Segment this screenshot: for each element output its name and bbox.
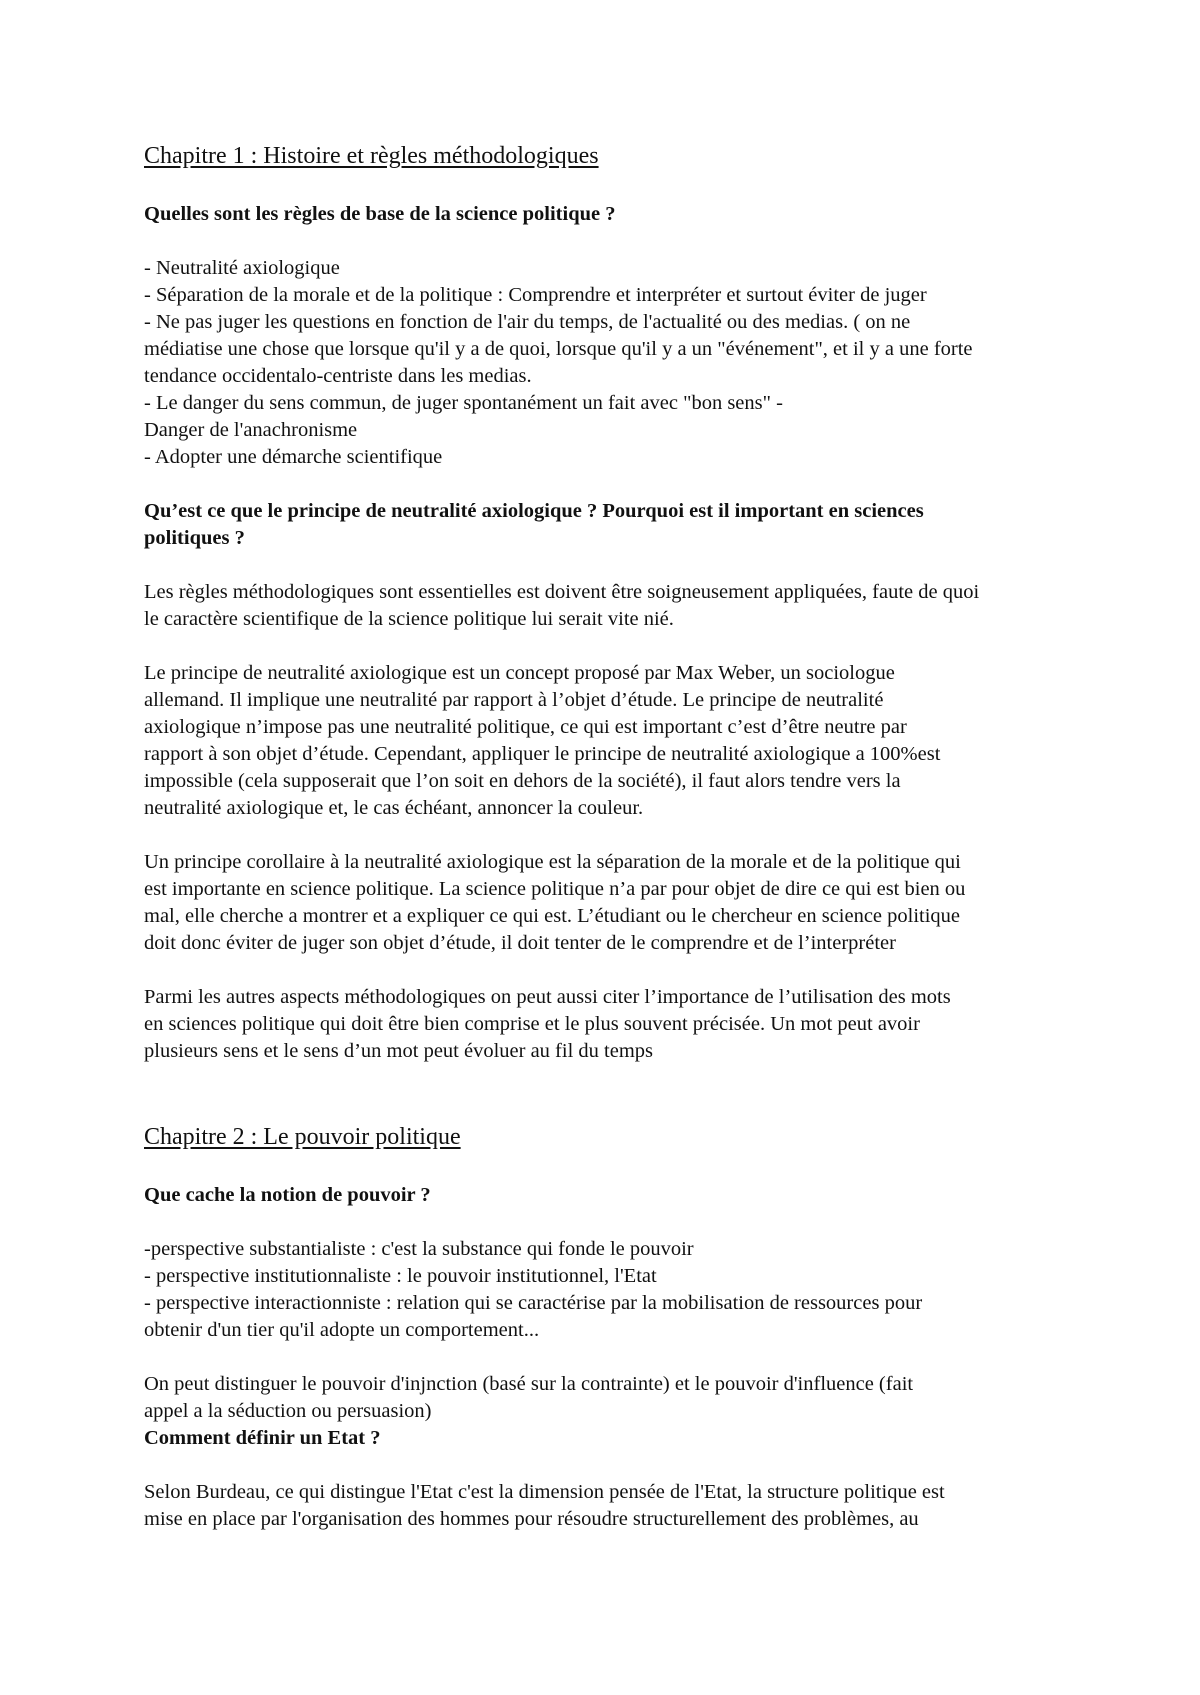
chapter-2-perspectives-list bbox=[144, 1236, 1104, 1344]
chapter-2-question-power: Que cache la notion de pouvoir ? bbox=[144, 1184, 431, 1206]
paragraph-line: On peut distinguer le pouvoir d'injnction (basé sur la contrainte) et le pouvoir d'influence (fait bbox=[144, 1373, 914, 1395]
paragraph-line: Les règles méthodologiques sont essentielles est doivent être soigneusement appliquées, faute de quoi bbox=[144, 581, 980, 603]
list-item: - Séparation de la morale et de la politique : Comprendre et interpréter et surtout éviter de juger bbox=[144, 284, 927, 306]
paragraph-line: allemand. Il implique une neutralité par rapport à l’objet d’étude. Le principe de neutralité bbox=[144, 689, 884, 711]
chapter-1-question-rules: Quelles sont les règles de base de la science politique ? bbox=[144, 203, 616, 225]
paragraph-line: appel a la séduction ou persuasion) bbox=[144, 1400, 432, 1422]
chapter-1-paragraph-2 bbox=[144, 660, 1104, 822]
list-item: tendance occidentalo-centriste dans les medias. bbox=[144, 365, 532, 387]
paragraph-line: axiologique n’impose pas une neutralité politique, ce qui est important c’est d’être neutre par bbox=[144, 716, 907, 738]
paragraph-line: rapport à son objet d’étude. Cependant, appliquer le principe de neutralité axiologique a 100%est bbox=[144, 743, 941, 765]
question-line: politiques ? bbox=[144, 527, 245, 549]
paragraph-line: mal, elle cherche a montrer et a expliquer ce qui est. L’étudiant ou le chercheur en science politique bbox=[144, 905, 961, 927]
list-item: Danger de l'anachronisme bbox=[144, 419, 358, 441]
document-content bbox=[144, 139, 1104, 1533]
paragraph-line: le caractère scientifique de la science politique lui serait vite nié. bbox=[144, 608, 674, 630]
paragraph-line: Le principe de neutralité axiologique est un concept proposé par Max Weber, un sociologue bbox=[144, 662, 895, 684]
list-item: - Neutralité axiologique bbox=[144, 257, 340, 279]
list-item: - perspective institutionnaliste : le pouvoir institutionnel, l'Etat bbox=[144, 1265, 657, 1287]
list-item: - perspective interactionniste : relation qui se caractérise par la mobilisation de ressources pour bbox=[144, 1292, 923, 1314]
chapter-2-title: Chapitre 2 : Le pouvoir politique bbox=[144, 1124, 461, 1150]
chapter-1-paragraph-4 bbox=[144, 984, 1104, 1065]
chapter-2-question-state: Comment définir un Etat ? bbox=[144, 1427, 381, 1449]
list-item: médiatise une chose que lorsque qu'il y a de quoi, lorsque qu'il y a un "événement", et il y a une forte bbox=[144, 338, 973, 360]
list-item: -perspective substantialiste : c'est la substance qui fonde le pouvoir bbox=[144, 1238, 694, 1260]
paragraph-line: en sciences politique qui doit être bien comprise et le plus souvent précisée. Un mot peut avoir bbox=[144, 1013, 920, 1035]
chapter-1-paragraph-1 bbox=[144, 579, 1104, 633]
question-line: Qu’est ce que le principe de neutralité axiologique ? Pourquoi est il important en sciences bbox=[144, 500, 924, 522]
paragraph-line: impossible (cela supposerait que l’on soit en dehors de la société), il faut alors tendre vers la bbox=[144, 770, 901, 792]
chapter-2-paragraph-1 bbox=[144, 1371, 1104, 1425]
chapter-1-question-neutrality bbox=[144, 498, 1104, 552]
paragraph-line: mise en place par l'organisation des hommes pour résoudre structurellement des problèmes, au bbox=[144, 1508, 919, 1530]
chapter-1-paragraph-3 bbox=[144, 849, 1104, 957]
chapter-1-title: Chapitre 1 : Histoire et règles méthodologiques bbox=[144, 143, 599, 169]
paragraph-line: Un principe corollaire à la neutralité axiologique est la séparation de la morale et de la politique qui bbox=[144, 851, 961, 873]
chapter-1-rules-list bbox=[144, 255, 1104, 471]
paragraph-line: neutralité axiologique et, le cas échéant, annoncer la couleur. bbox=[144, 797, 644, 819]
list-item: - Ne pas juger les questions en fonction de l'air du temps, de l'actualité ou des medias. ( on ne bbox=[144, 311, 911, 333]
chapter-2-paragraph-2 bbox=[144, 1479, 1104, 1533]
paragraph-line: Selon Burdeau, ce qui distingue l'Etat c'est la dimension pensée de l'Etat, la structure politique est bbox=[144, 1481, 945, 1503]
list-item: - Adopter une démarche scientifique bbox=[144, 446, 443, 468]
list-item: obtenir d'un tier qu'il adopte un comportement... bbox=[144, 1319, 540, 1341]
list-item: - Le danger du sens commun, de juger spontanément un fait avec "bon sens" - bbox=[144, 392, 783, 414]
paragraph-line: doit donc éviter de juger son objet d’étude, il doit tenter de le comprendre et de l’interpréter bbox=[144, 932, 896, 954]
paragraph-line: Parmi les autres aspects méthodologiques on peut aussi citer l’importance de l’utilisation des mots bbox=[144, 986, 951, 1008]
paragraph-line: est importante en science politique. La science politique n’a par pour objet de dire ce qui est bien ou bbox=[144, 878, 966, 900]
paragraph-line: plusieurs sens et le sens d’un mot peut évoluer au fil du temps bbox=[144, 1040, 653, 1062]
